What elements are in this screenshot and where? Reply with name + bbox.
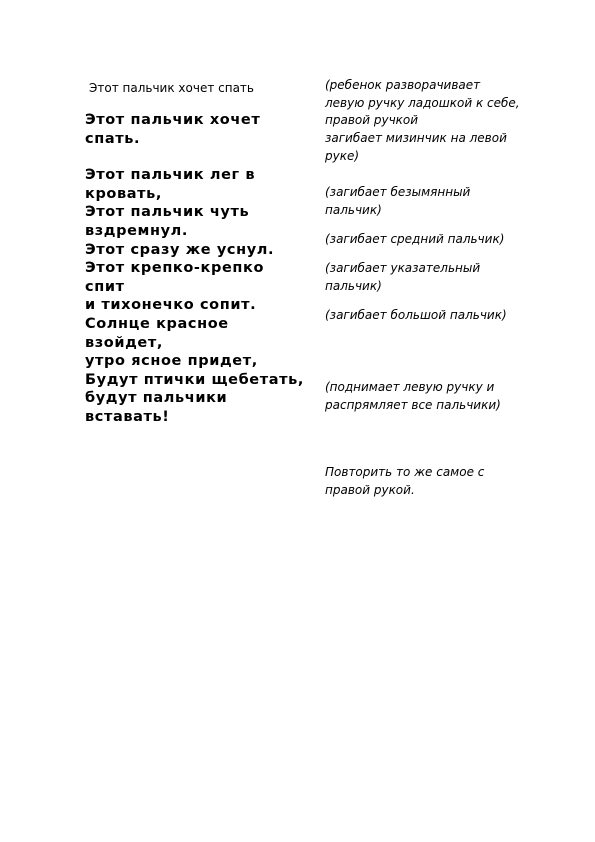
poem-line: вставать! bbox=[85, 408, 170, 425]
instruction-note-7 bbox=[325, 464, 565, 499]
instruction-note-6 bbox=[325, 379, 565, 414]
instruction-note-3 bbox=[325, 231, 565, 249]
note-line: (загибает указательный bbox=[325, 261, 481, 275]
note-line: (загибает безымянный bbox=[325, 185, 471, 199]
note-line: правой рукой. bbox=[325, 482, 415, 497]
poem-text bbox=[85, 111, 304, 427]
note-line: пальчик) bbox=[325, 278, 382, 293]
poem-line: утро ясное придет, bbox=[85, 353, 258, 370]
note-line: (ребенок разворачивает bbox=[325, 78, 481, 92]
note-line: (загибает большой пальчик) bbox=[325, 308, 507, 322]
poem-line: вздремнул. bbox=[85, 222, 188, 239]
instruction-note-2 bbox=[325, 184, 565, 219]
poem-line: будут пальчики bbox=[85, 390, 228, 407]
stanza-gap bbox=[85, 148, 300, 166]
poem-line: Этот пальчик хочет bbox=[85, 112, 261, 128]
poem-line: Этот крепко-крепко bbox=[85, 260, 265, 277]
note-line: руке) bbox=[325, 148, 360, 163]
poem-line: Этот сразу же уснул. bbox=[85, 241, 275, 258]
poem-line: и тихонечко сопит. bbox=[85, 297, 257, 314]
note-line: левую ручку ладошкой к себе, bbox=[325, 95, 520, 110]
instruction-note-4 bbox=[325, 260, 565, 295]
document-title: Этот пальчик хочет спать bbox=[89, 81, 254, 95]
poem-line: Этот пальчик чуть bbox=[85, 204, 250, 221]
note-line: (загибает средний пальчик) bbox=[325, 232, 505, 246]
poem-line: Будут птички щебетать, bbox=[85, 371, 304, 388]
instruction-note-5 bbox=[325, 307, 565, 325]
note-line: пальчик) bbox=[325, 202, 382, 217]
poem-line: спать. bbox=[85, 130, 141, 147]
note-line: распрямляет все пальчики) bbox=[325, 397, 501, 412]
poem-line: спит bbox=[85, 278, 125, 295]
note-line: (поднимает левую ручку и bbox=[325, 380, 495, 394]
poem-line: кровать, bbox=[85, 185, 163, 202]
note-line: правой ручкой bbox=[325, 113, 419, 128]
note-line: Повторить то же самое с bbox=[325, 465, 485, 479]
poem-line: Солнце красное bbox=[85, 315, 229, 332]
poem-line: взойдет, bbox=[85, 334, 163, 351]
poem-line: Этот пальчик лег в bbox=[85, 167, 256, 184]
note-line: загибает мизинчик на левой bbox=[325, 131, 507, 146]
instruction-note-1 bbox=[325, 77, 565, 166]
